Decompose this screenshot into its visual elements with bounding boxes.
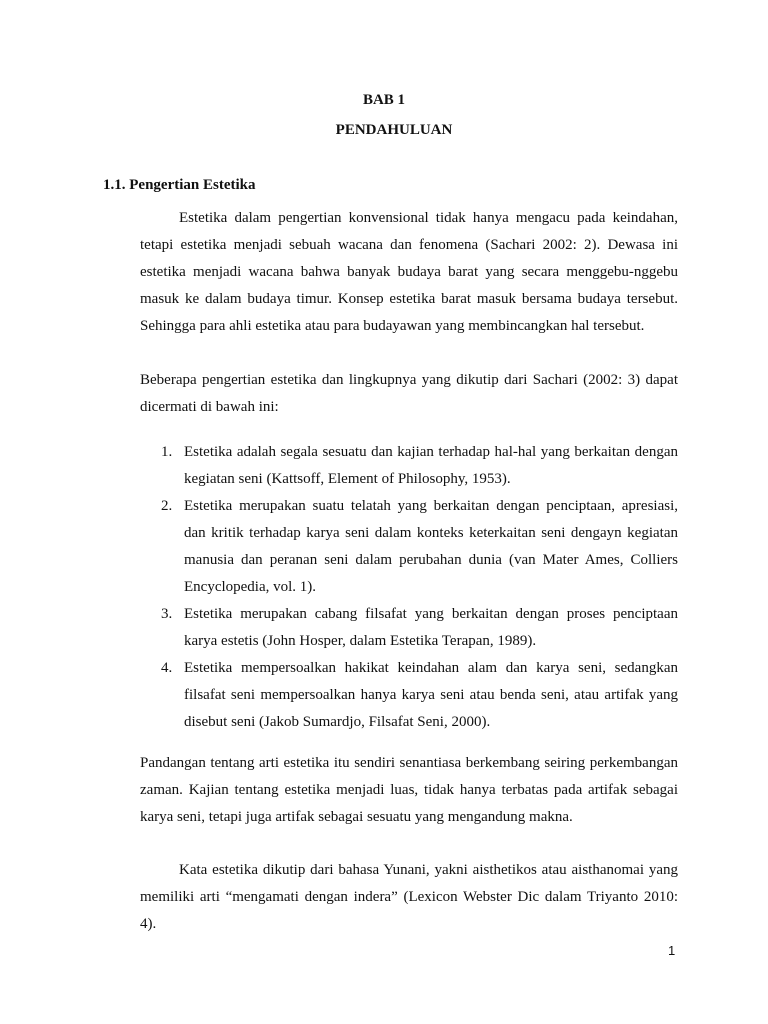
list-item — [140, 439, 678, 493]
list-item — [140, 601, 678, 655]
list-item-number: 2. — [161, 498, 173, 514]
paragraph-definitions-intro: Beberapa pengertian estetika dan lingkupnya yang dikutip dari Sachari (2002: 3) dapat dicermati di bawah ini: — [140, 372, 678, 415]
list-item-number: 3. — [161, 606, 173, 622]
definitions-list — [140, 439, 678, 736]
chapter-number: BAB 1 — [362, 92, 406, 108]
list-item — [140, 655, 678, 736]
list-item — [140, 493, 678, 601]
section-heading: 1.1. Pengertian Estetika — [103, 177, 256, 193]
chapter-title: PENDAHULUAN — [335, 122, 453, 138]
paragraph-intro: Estetika dalam pengertian konvensional tidak hanya mengacu pada keindahan, tetapi estetika menjadi sebuah wacana dan fenomena (Sachari 2002: 2). Dewasa ini estetika menjadi wacana bahwa banyak budaya barat yang secara menggebu-nggebu masuk ke dalam budaya timur. Konsep estetika barat masuk bersama budaya tersebut. Sehingga para ahli estetika atau para budayawan yang membincangkan hal tersebut. — [140, 210, 678, 334]
list-item-number: 4. — [161, 660, 173, 676]
list-item-number: 1. — [161, 444, 173, 460]
list-item-text: Estetika mempersoalkan hakikat keindahan alam dan karya seni, sedangkan filsafat seni mempersoalkan hanya karya seni atau benda seni, atau artifak yang disebut seni (Jakob Sumardjo, Filsafat Seni, 2000). — [184, 660, 678, 730]
list-item-text: Estetika adalah segala sesuatu dan kajian terhadap hal-hal yang berkaitan dengan kegiatan seni (Kattsoff, Element of Philosophy, 1953). — [184, 444, 678, 487]
list-item-text: Estetika merupakan suatu telatah yang berkaitan dengan penciptaan, apresiasi, dan kritik terhadap karya seni dalam konteks keterkaitan seni dengayn kegiatan manusia dan peranan seni dalam perubahan dunia (van Mater Ames, Colliers Encyclopedia, vol. 1). — [184, 498, 678, 595]
list-item-text: Estetika merupakan cabang filsafat yang berkaitan dengan proses penciptaan karya estetis (John Hosper, dalam Estetika Terapan, 1989). — [184, 606, 678, 649]
paragraph-etymology: Kata estetika dikutip dari bahasa Yunani, yakni aisthetikos atau aisthanomai yang memiliki arti “mengamati dengan indera” (Lexicon Webster Dic dalam Triyanto 2010: 4). — [140, 862, 678, 932]
page-number: 1 — [668, 943, 676, 958]
paragraph-development: Pandangan tentang arti estetika itu sendiri senantiasa berkembang seiring perkembangan zaman. Kajian tentang estetika menjadi luas, tidak hanya terbatas pada artifak sebagai karya seni, tetapi juga artifak sebagai sesuatu yang mengandung makna. — [140, 755, 678, 825]
